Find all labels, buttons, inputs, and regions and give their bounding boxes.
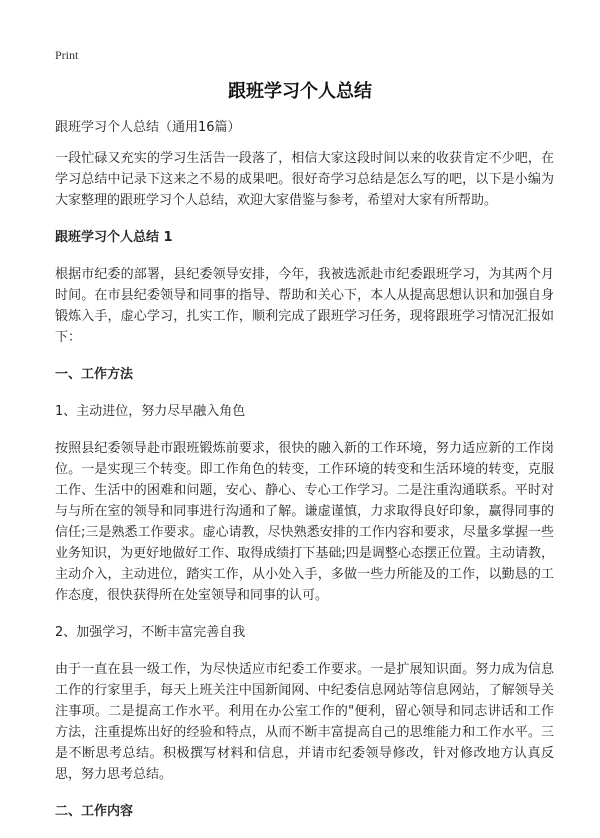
print-link[interactable]: Print xyxy=(55,48,79,62)
section-1-paragraph: 根据市纪委的部署，县纪委领导安排，今年，我被选派赴市纪委跟班学习，为其两个月时间。在市县纪委领导和同事的指导、帮助和关心下，本人从提高思想认识和加强自身锻炼入手，虚心学习，扎实工作，顺利完成了跟班学习任务，现将跟班学习情况汇报如下： xyxy=(55,267,554,345)
heading-work-methods: 一、工作方法 xyxy=(55,367,134,382)
paragraph-subheading-1: 按照县纪委领导赴市跟班锻炼前要求，很快的融入新的工作环境，努力适应新的工作岗位。一是实现三个转变。即工作角色的转变，工作环境的转变和生活环境的转变，克服工作、生活中的困难和问题，安心、静心、专心工作学习。二是注重沟通联系。平时对与与所在室的领导和同事进行沟通和了解。谦虚谨慎，力求取得良好印象，赢得同事的信任;三是熟悉工作要求。虚心请教，尽快熟悉安排的工作内容和要求，尽量多掌握一些业务知识，为更好地做好工作、取得成绩打下基础;四是调整心态摆正位置。主动请教，主动介入，主动进位，踏实工作，从小处入手，多做一些力所能及的工作，以勤恳的工作态度，很快获得所在处室领导和同事的认可。 xyxy=(55,441,554,603)
subheading-2: 2、加强学习，不断丰富完善自我 xyxy=(55,625,246,640)
section-heading-1: 跟班学习个人总结 1 xyxy=(55,230,173,245)
document-subtitle: 跟班学习个人总结（通用16篇） xyxy=(55,120,241,135)
intro-paragraph: 一段忙碌又充实的学习生活告一段落了，相信大家这段时间以来的收获肯定不少吧，在学习总结中记录下这来之不易的成果吧。很好奇学习总结是怎么写的吧，以下是小编为大家整理的跟班学习个人总结，欢迎大家借鉴与参考，希望对大家有所帮助。 xyxy=(55,151,554,208)
paragraph-subheading-2: 由于一直在县一级工作，为尽快适应市纪委工作要求。一是扩展知识面。努力成为信息工作的行家里手，每天上班关注中国新闻网、中纪委信息网站等信息网站，了解领导关注事项。二是提高工作水平。利用在办公室工作的"便利，留心领导和同志讲话和工作方法，注重提炼出好的经验和特点，从而不断丰富提高自己的思维能力和工作水平。三是不断思考总结。积极撰写材料和信息，并请市纪委领导修改，针对修改地方认真反思，努力思考总结。 xyxy=(55,662,554,782)
document-body xyxy=(55,117,554,838)
page-title: 跟班学习个人总结 xyxy=(228,81,372,102)
subheading-1: 1、主动进位，努力尽早融入角色 xyxy=(55,404,246,419)
heading-work-content: 二、工作内容 xyxy=(55,804,134,819)
